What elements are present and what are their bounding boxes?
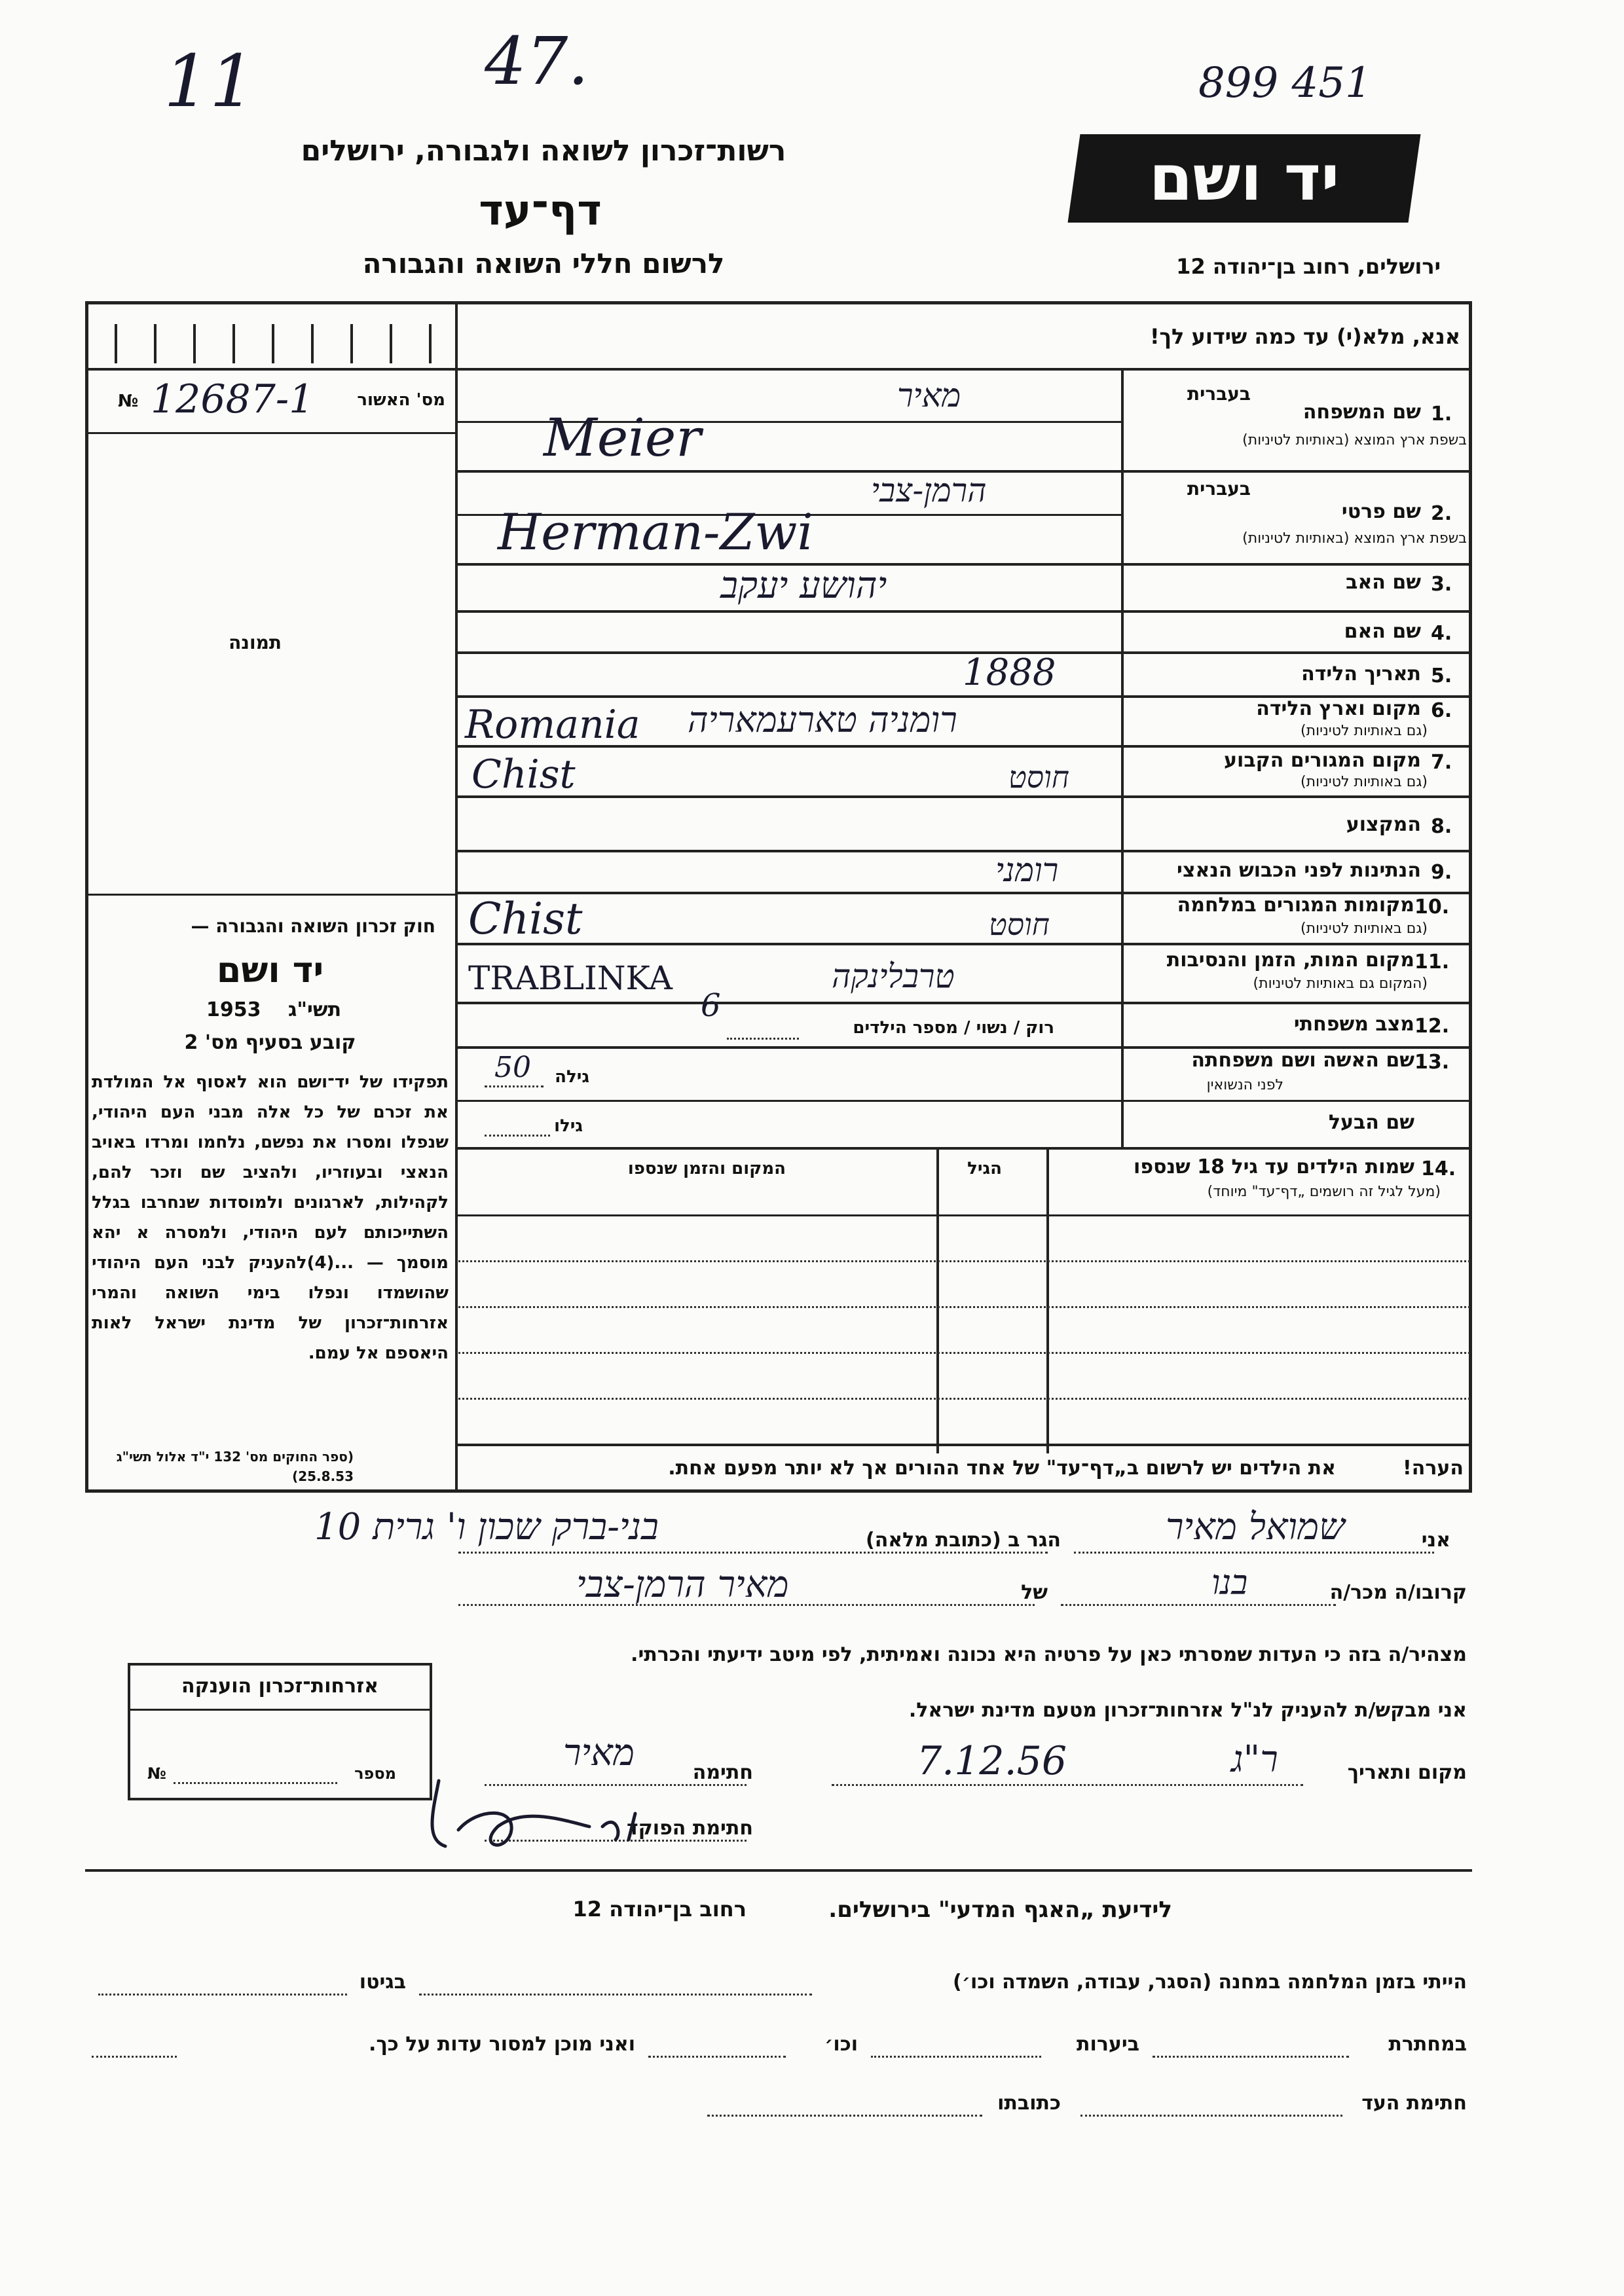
instruction-text: אנא, מלא(י) עד כמה שידוע לך! — [1149, 324, 1460, 349]
field-1-label: שם המשפחה — [1302, 401, 1421, 424]
photo-label: תמונה — [229, 632, 282, 653]
approval-line — [85, 432, 455, 434]
field-3-value: יהושע יעקב — [720, 564, 887, 607]
footer-separator — [85, 1869, 1472, 1872]
row-line — [455, 610, 1472, 613]
form-title: דף־עד — [479, 187, 602, 235]
footer-line2-b: ביערות — [1077, 2033, 1139, 2056]
place-date-line — [832, 1784, 1303, 1786]
field-10-sub: (גם באותיות לטיניות) — [1301, 920, 1428, 937]
logo-text: יד ושם — [1149, 141, 1340, 215]
footer-line2-a: במחתרת — [1388, 2033, 1467, 2056]
footer-line3-dots-a — [1080, 2115, 1342, 2117]
field-6-value-heb: רומניה טארעמאריה — [688, 699, 957, 740]
row-line — [455, 563, 1472, 566]
address-line — [458, 1552, 1048, 1554]
citizenship-number-label: מספר — [354, 1764, 396, 1783]
approval-label: מס' האשור — [357, 390, 445, 410]
field-12-number: 12. — [1414, 1015, 1450, 1038]
declaration-statement: מצהיר/ה בזה כי העדות שמסרתי כאן על פרטיה היא נכונה ואמיתית, לפי מיטב ידיעתי והכרתי. — [631, 1643, 1467, 1666]
field-1-number: 1. — [1431, 403, 1452, 426]
children-header-line — [455, 1214, 1472, 1216]
row-line — [455, 1147, 1472, 1150]
children-col-divider — [1046, 1147, 1049, 1453]
note-text: את הילדים יש לרשום ב„דף־עד" של אחד ההורים אך לא יותר מפעם אחת. — [668, 1457, 1336, 1480]
field-6-label: מקום וארץ הלידה — [1256, 697, 1421, 720]
of-value: מאיר הרמן-צבי — [576, 1563, 789, 1606]
field-7-value-latin: Chist — [471, 752, 576, 797]
footer-line1-end: בגיטו — [359, 1971, 406, 1994]
field-10-value-heb: חוסט — [989, 907, 1050, 942]
barcode-boxes — [88, 304, 452, 367]
relation-label: קרובו/ה מכר/ה — [1329, 1581, 1467, 1604]
field-9-label: הנתינות לפני הכבוש הנאצי — [1177, 859, 1421, 882]
children-table-sub: (מעל לגיל זה רושמים „דף־עד" מיוחד) — [1207, 1184, 1441, 1200]
declarant-line — [1074, 1552, 1434, 1554]
field-9-value: רומני — [995, 851, 1059, 889]
footer-line3-b: כתובתו — [997, 2092, 1061, 2115]
top-right-number: 899 451 — [1198, 59, 1372, 107]
children-bottom-line — [455, 1444, 1472, 1446]
field-2-label: שם פרטי — [1341, 500, 1421, 523]
footer-line2-d: ואני מוכן למסור עדות על כך. — [369, 2033, 635, 2056]
field-5-value: 1888 — [963, 651, 1056, 694]
row-line — [455, 943, 1472, 945]
field-11-value-heb: טרבלינקה — [832, 957, 955, 995]
footer-line2-dots-c — [648, 2056, 786, 2058]
footer-line3-dots-b — [707, 2115, 982, 2117]
law-year: 1953 — [206, 998, 261, 1021]
law-clause: קובע בסעיף מס' 2 — [184, 1031, 356, 1054]
row-line — [455, 850, 1472, 852]
field-3-label: שם האב — [1346, 571, 1421, 594]
of-label: של — [1021, 1581, 1048, 1604]
yad-vashem-logo — [1068, 134, 1421, 223]
children-col-place: המקום והזמן שנספו — [627, 1159, 786, 1178]
law-source: (ספר החוקים מס' 132 י"ד אלול תשי"ג 25.8.53) — [116, 1449, 354, 1484]
field-1-sub: בשפת ארץ המוצא (באותיות לטיניות) — [1242, 432, 1467, 448]
field-2-value-heb: הרמן-צבי — [871, 471, 987, 509]
children-row-line — [458, 1352, 1470, 1354]
signature-value: מאיר — [563, 1732, 635, 1774]
husband-age-dots — [485, 1135, 550, 1137]
family-status-options: רוק / נשוי / מספר הילדים — [853, 1018, 1054, 1038]
place-date-label: מקום ותאריך — [1347, 1761, 1467, 1784]
top-left-mark: 11 — [164, 39, 255, 123]
header-address: ירושלים, רחוב בן־יהודה 12 — [1176, 254, 1441, 279]
footer-address: רחוב בן־יהודה 12 — [572, 1897, 747, 1922]
footer-line1: הייתי בזמן המלחמה במחנה (הסגר, עבודה, השמדה וכו׳) — [953, 1971, 1467, 1994]
field-11-sub: (המקום גם באותיות לטיניות) — [1253, 975, 1428, 992]
field-7-number: 7. — [1431, 751, 1452, 774]
top-row-line — [85, 368, 1472, 371]
field-11-label: מקום המות, הזמן והנסיבות — [1166, 949, 1414, 972]
row-line — [455, 795, 1472, 798]
officer-label: חתימת הפוקד — [627, 1817, 753, 1840]
footer-line2-c: וכו׳ — [824, 2033, 858, 2056]
field-13-label: שם האשה ושם משפחתה — [1191, 1049, 1414, 1072]
field-10-number: 10. — [1414, 896, 1450, 919]
signature-label: חתימה — [692, 1761, 753, 1784]
citizenship-number-line — [174, 1782, 337, 1784]
field-10-value-latin: Chist — [468, 894, 583, 944]
note-label: הערה! — [1403, 1457, 1464, 1480]
field-2-heb-tag: בעברית — [1187, 478, 1251, 500]
husband-age-label: גילו — [554, 1116, 583, 1136]
declaration-ani: אני — [1421, 1529, 1450, 1552]
approval-number: 12687-1 — [151, 376, 314, 422]
field-3-number: 3. — [1431, 573, 1452, 596]
declaration-request: אני מבקש/ת להעניק לנ"ל אזרחות־זכרון מטעם מדינת ישראל. — [908, 1699, 1467, 1722]
law-title: חוק זכרון השואה והגבורה — — [191, 915, 435, 937]
field-7-value-heb: חוסט — [1008, 759, 1069, 795]
footer-line2-dots-d — [92, 2056, 177, 2058]
field-13-sub: לפני הנשואין — [1206, 1077, 1283, 1093]
field-13-number: 13. — [1414, 1051, 1450, 1074]
officer-signature — [419, 1768, 681, 1859]
field-2-value-latin: Herman-Zwi — [498, 503, 813, 561]
field-12-label: מצב משפחתי — [1293, 1013, 1414, 1036]
field-7-label: מקום המגורים הקבוע — [1224, 749, 1421, 772]
approval-no-mark: № — [118, 392, 139, 411]
address-value: בני-ברק שכון ו' גרית 10 — [314, 1506, 659, 1548]
children-table-label: שמות הילדים עד גיל 18 שנספו — [1134, 1156, 1414, 1178]
row-line — [455, 1002, 1472, 1004]
wife-age-dots — [485, 1085, 544, 1087]
citizenship-box-divider — [128, 1709, 432, 1711]
field-1-heb-tag: בעברית — [1187, 383, 1251, 405]
children-row-line — [458, 1398, 1470, 1400]
field-4-label: שם האם — [1344, 620, 1421, 643]
field-6-value-latin: Romania — [465, 702, 640, 748]
of-line — [458, 1604, 1035, 1606]
field-8-number: 8. — [1431, 815, 1452, 838]
field-2-sub: בשפת ארץ המוצא (באותיות לטיניות) — [1242, 530, 1467, 547]
children-row-line — [458, 1260, 1470, 1262]
field-2-number: 2. — [1431, 502, 1452, 525]
top-number: 47. — [485, 23, 589, 100]
field-1-value-heb: מאיר — [897, 376, 961, 414]
field-11-number: 11. — [1414, 951, 1450, 974]
children-row-line — [458, 1306, 1470, 1308]
relation-value: בנו — [1211, 1563, 1248, 1603]
field-7-sub: (גם באותיות לטיניות) — [1301, 774, 1428, 790]
law-text: תפקידו של יד־ושם הוא לאסוף אל המולדת את זכרם של כל אלה מבני העם היהודי, שנפלו ומסרו את נפשם, נלחמו ומרדו באויב הנאצי ובעוזריו, ולהציב שם וזכר להם, לקהילות, לארגונים ולמוסדות שנחרבו בגלל השתייכותם לעם היהודי, ולמסרה א יהא מוסמך — ...(4)להעניק לבני העם היהודי שהושמדו ונפלו בימי השואה והמרי אזרחות־זכרון של מדינת ישראל לאות היאספם אל עמם. — [92, 1072, 449, 1363]
footer-line3-a: חתימת העד — [1361, 2092, 1467, 2115]
field-4-number: 4. — [1431, 622, 1452, 645]
footer-notice: לידיעת „האגף המדעי" בירושלים. — [828, 1897, 1172, 1923]
footer-line1-dots-2 — [98, 1994, 347, 1995]
field-5-label: תאריך הלידה — [1301, 663, 1421, 685]
law-name: יד ושם — [216, 949, 324, 991]
resides-label: הגר ב (כתובת מלאה) — [865, 1529, 1061, 1552]
date-value: 7.12.56 — [917, 1738, 1067, 1784]
field-11-value-latin: TRABLINKA — [468, 959, 673, 997]
field-14-number: 14. — [1421, 1157, 1456, 1180]
field-8-label: המקצוע — [1346, 813, 1421, 836]
wife-age-label: גילה — [555, 1067, 589, 1087]
family-status-dots — [727, 1038, 799, 1040]
law-box-top — [85, 894, 455, 896]
footer-line2-dots-a — [1153, 2056, 1349, 2058]
footer-line2-dots-b — [871, 2056, 1041, 2058]
authority-name: רשות־זכרון לשואה ולגבורה, ירושלים — [301, 134, 786, 168]
law-year-heb: תשי"ג — [288, 998, 342, 1021]
form-subtitle: לרשום חללי השואה והגבורה — [362, 247, 725, 280]
field-9-number: 9. — [1431, 861, 1452, 884]
row-line — [455, 1100, 1472, 1102]
children-col-divider — [936, 1147, 939, 1453]
field-6-number: 6. — [1431, 699, 1452, 722]
children-count: 6 — [701, 987, 721, 1024]
citizenship-title: אזרחות־זכרון הוענקה — [181, 1675, 379, 1698]
frame-divider — [455, 301, 458, 1493]
label-column-divider — [1121, 368, 1124, 1147]
field-1-value-latin: Meier — [544, 407, 701, 468]
citizenship-no-mark: № — [147, 1764, 166, 1783]
field-10-label: מקומות המגורים במלחמה — [1177, 894, 1414, 917]
place-value: ר"ג — [1231, 1738, 1278, 1781]
footer-line1-dots — [419, 1994, 812, 1995]
relation-line — [1061, 1604, 1336, 1606]
children-col-age: הגיל — [967, 1159, 1002, 1178]
declarant-name: שמואל מאיר — [1166, 1506, 1345, 1548]
husband-label: שם הבעל — [1328, 1111, 1414, 1134]
field-5-number: 5. — [1431, 665, 1452, 687]
field-6-sub: (גם באותיות לטיניות) — [1301, 723, 1428, 739]
wife-age-value: 50 — [494, 1051, 531, 1084]
